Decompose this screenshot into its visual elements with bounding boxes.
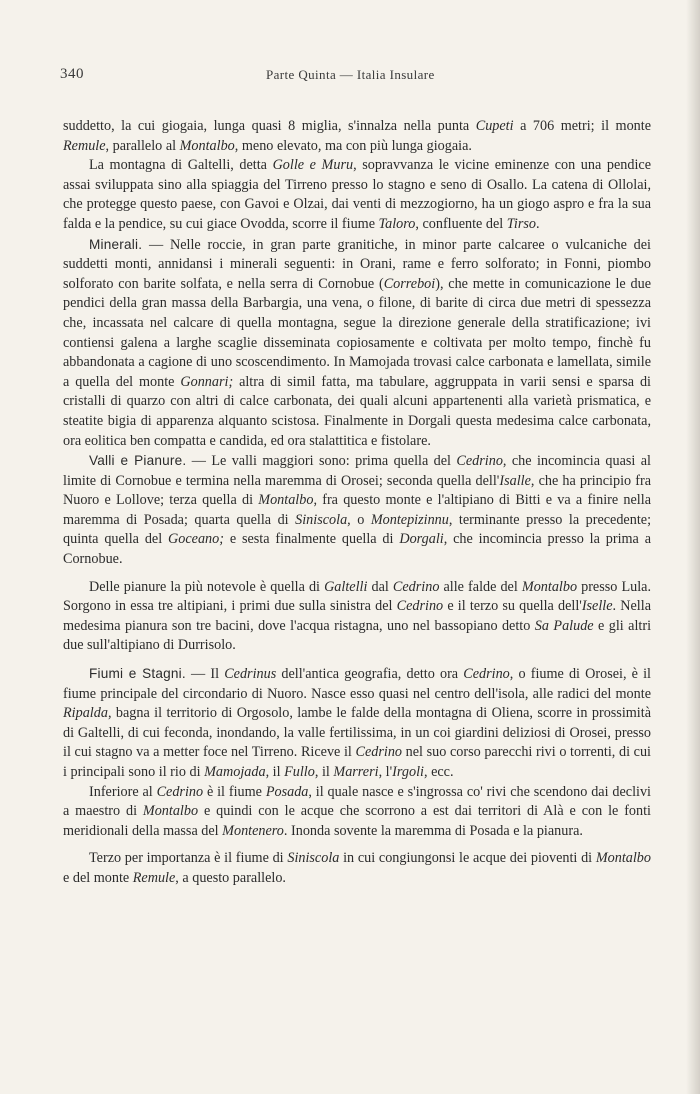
running-title: Parte Quinta — Italia Insulare: [266, 67, 435, 82]
text-run: . Nella medesima pianura son tre bacini, dove l'acqua ristagna, uno nel bassopiano detto: [63, 598, 651, 634]
text-run: altra di simil fatta, ma tabulare, aggruppata in varii sensi e sparsa di cristalli di quarzo con altri di calce carbonata, dei quali alcuni appartenenti alla varietà prismatica, e steatite bigia di apparenza alquanto scistosa. Finalmente in Dorgali questa medesima calce carbonata, ora eolitica ben compatta e candida, ed ora stalattitica e fistolare.: [63, 373, 651, 449]
text-run: , il: [265, 764, 285, 780]
italic-term: Siniscola: [287, 850, 340, 867]
italic-term: Galtelli: [324, 578, 368, 595]
text-run: .: [535, 215, 540, 232]
text-run: , meno elevato, ma con più lunga giogaia.: [234, 137, 472, 154]
paragraph-p5: [63, 578, 651, 656]
paragraph-p6: [63, 664, 651, 783]
italic-term: Fullo: [284, 764, 315, 780]
italic-term: Correboi: [383, 275, 436, 292]
text-run: e del monte: [63, 869, 133, 886]
section-heading: Valli e Pianure.: [89, 453, 187, 469]
text-run: , il: [314, 764, 334, 780]
italic-term: Remule: [132, 869, 176, 886]
text-run: alle falde del: [439, 578, 522, 595]
text-run: è il fiume: [203, 783, 266, 800]
text-run: dell'antica geografia, detto ora: [276, 666, 464, 683]
italic-term: Marreri: [333, 764, 379, 780]
text-run: , il quale nasce e s'ingrossa co' rivi che scendono dai declivi a maestro di: [63, 783, 651, 820]
text-run: , a questo parallelo.: [175, 869, 286, 886]
text-run: , che incomincia quasi al limite di Cornobue e termina nella maremma di Orosei; seconda quella dell': [63, 453, 651, 489]
italic-term: Montalbo: [142, 803, 199, 820]
text-run: , sopravvanza le vicine eminenze con una pendice assai sviluppata sino alla spiaggia del Tirreno presso lo stagno e seno di Osallo. La catena di Ollolai, che protegge questo paese, con Gavoi e Olzai, dai venti di mezzogiorno, ha un giogo aspro e fra la sua falda e la pendice, su cui giace Ovodda, scorre il fiume: [63, 157, 651, 232]
italic-term: Cedrino: [463, 666, 510, 683]
italic-term: Mamojada: [204, 764, 266, 780]
text-run: in cui congiungonsi le acque dei pioventi di: [339, 850, 596, 867]
body-text: [63, 117, 651, 889]
italic-term: Irgoli: [392, 764, 424, 780]
italic-term: Montalbo: [179, 137, 235, 154]
text-run: nel suo corso parecchi rivi o torrenti, di cui i principali sono il rio di: [63, 744, 651, 780]
paragraph-p3: [63, 235, 651, 452]
text-run: , o: [347, 511, 371, 528]
italic-term: Taloro: [378, 215, 416, 232]
text-run: , l': [378, 764, 393, 780]
text-run: presso Lula. Sorgono in essa tre altipiani, i primi due sulla sinistra del: [63, 578, 651, 615]
text-run: ), che mette in comunicazione le due pendici della gran massa della Barbargia, una vena, o filone, di barite di circa due metri di spessezza che, incassata nel calcare di quella montagna, segue la direzione generale della stratificazione; ivi contiensi galena a larghe scaglie disseminata copiosamente e coltivata per molto tempo, finchè fu abbandonata a cagione di uno scoscendimento. In Mamojada trovasi calce carbonata e lamellata, simile a quella del monte: [63, 275, 651, 390]
italic-term: Montalbo: [521, 578, 578, 595]
italic-term: Cedrinus: [224, 666, 277, 683]
text-run: e gli altri due sull'altipiano di Durrisolo.: [63, 617, 652, 654]
text-run: , che incomincia presso la prima a Cornobue.: [63, 531, 651, 568]
italic-term: Cedrino: [156, 783, 204, 800]
text-run: suddetto, la cui giogaia, lunga quasi 8 miglia, s'innalza nella punta: [63, 118, 476, 134]
paragraph-p7: [63, 783, 651, 842]
paragraph-p1: [63, 117, 651, 156]
section-heading: Minerali.: [89, 236, 143, 252]
text-run: , o fiume di Orosei, è il fiume principale del circondario di Nuoro. Nasce esso quasi nel centro dell'isola, alle radici del monte: [63, 666, 651, 702]
text-run: , parallelo al: [105, 137, 180, 154]
italic-term: Iselle: [581, 598, 613, 615]
italic-term: Cedrino: [355, 744, 403, 761]
paragraph-p2: [63, 156, 651, 234]
text-run: Delle pianure la più notevole è quella di: [89, 578, 325, 595]
text-run: , che ha principio fra Nuoro e Lollove; terza quella di: [63, 472, 651, 509]
italic-term: Ripalda: [63, 705, 108, 722]
italic-term: Cedrino: [396, 598, 444, 615]
text-run: , confluente del: [415, 215, 507, 232]
text-run: e il terzo su quella dell': [443, 598, 582, 615]
italic-term: Tirso: [506, 215, 536, 232]
text-run: La montagna di Galtelli, detta: [89, 157, 273, 174]
running-header: [60, 66, 660, 86]
italic-term: Montepizinnu: [370, 511, 449, 528]
text-run: , bagna il territorio di Orgosolo, lambe le falde della montagna di Oliena, scorre in prossimità di Galtelli, di cui feconda, inondando, la valle fertilissima, in un coi giardini deliziosi di Orosei, presso il cui stagno va a metter foce nel Tirreno. Riceve il: [63, 705, 651, 761]
italic-term: Cedrino: [392, 578, 440, 595]
italic-term: Montalbo: [258, 492, 314, 509]
text-run: a 706 metri; il monte: [513, 118, 651, 134]
text-run: , fra questo monte e l'altipiano di Bitti e va a finire nella maremma di Posada; quarta quella di: [63, 492, 651, 528]
italic-term: Dorgali: [399, 531, 444, 548]
italic-term: Gonnari;: [180, 373, 234, 390]
text-run: e quindi con le acque che scorrono a est dai territori di Alà e con le fonti meridionali della massa del: [63, 803, 651, 839]
section-heading: Fiumi e Stagni.: [89, 666, 186, 682]
italic-term: Sa Palude: [534, 617, 594, 634]
text-run: — Il: [185, 666, 225, 683]
text-run: — Nelle roccie, in gran parte granitiche, in minor parte calcaree o vulcaniche dei suddetti monti, annidansi i minerali seguenti: in Orani, rame e ferro solforato; in Fonni, piombo solforato con barite solfata, e nella serra di Cornobue (: [63, 236, 651, 292]
italic-term: Isalle: [499, 472, 531, 489]
italic-term: Siniscola: [295, 511, 348, 528]
text-run: dal: [367, 578, 393, 595]
italic-term: Cupeti: [475, 118, 514, 134]
paragraph-p8: [63, 849, 651, 888]
text-run: Inferiore al: [89, 783, 157, 800]
italic-term: Posada: [265, 783, 309, 800]
italic-term: Montenero: [222, 822, 284, 839]
italic-term: Cedrino: [456, 453, 503, 470]
italic-term: Montalbo: [595, 850, 651, 867]
page-number: 340: [60, 66, 84, 82]
page-edge-shadow: [686, 0, 700, 1094]
text-run: , ecc.: [423, 764, 454, 780]
paragraph-p4: [63, 451, 651, 570]
text-run: — Le valli maggiori sono: prima quella del: [186, 453, 457, 470]
text-run: Terzo per importanza è il fiume di: [89, 850, 288, 867]
text-run: e sesta finalmente quella di: [223, 531, 400, 548]
italic-term: Golle e Muru: [272, 157, 354, 174]
italic-term: Goceano;: [168, 531, 224, 548]
italic-term: Remule: [63, 137, 106, 154]
text-run: . Inonda sovente la maremma di Posada e la pianura.: [283, 822, 583, 839]
text-run: , terminante presso la precedente; quinta quella del: [63, 511, 652, 548]
